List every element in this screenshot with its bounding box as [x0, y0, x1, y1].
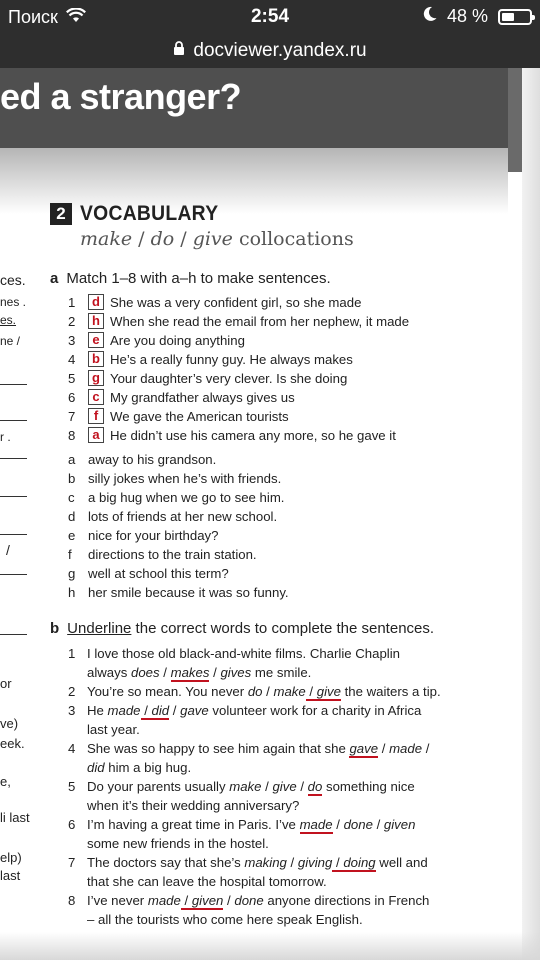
item-text: He’s a really funny guy. He always makes: [110, 351, 353, 367]
option-item: [68, 509, 277, 524]
item-text: Your daughter’s very clever. Is she doing: [110, 370, 348, 386]
option-word-selected[interactable]: made: [299, 817, 333, 832]
option-letter: a: [68, 452, 76, 467]
option-text: directions to the train station.: [88, 547, 257, 562]
battery-level: [502, 13, 514, 21]
option-letter: b: [68, 471, 76, 486]
option-text: a big hug when we go to see him.: [88, 490, 285, 505]
lock-icon: [173, 40, 185, 62]
option-word[interactable]: give: [272, 779, 297, 794]
option-letter: g: [68, 566, 76, 581]
answer-box[interactable]: e: [88, 332, 104, 348]
option-word[interactable]: does: [130, 665, 160, 680]
part-a-instruction: [50, 270, 331, 287]
fragment-text: es.: [0, 313, 17, 327]
instruction-rest: the correct words to complete the sentences.: [131, 620, 435, 637]
item-number: 7: [68, 408, 76, 424]
answer-line: [0, 634, 27, 635]
answer-box[interactable]: d: [88, 294, 104, 310]
option-item: [68, 528, 218, 543]
sentence-number: 5: [68, 779, 76, 794]
fragment-text: /: [6, 542, 10, 558]
sentence-line: I’m having a great time in Paris. I’ve made / done / given: [87, 817, 416, 832]
subtitle-rest: collocations: [232, 228, 354, 250]
answer-box[interactable]: h: [88, 313, 104, 329]
item-text: He didn’t use his camera any more, so he gave it: [110, 427, 396, 443]
fragment-text: nes .: [0, 295, 27, 309]
subtitle-give: give: [192, 228, 233, 250]
item-text: She was a very confident girl, so she made: [110, 294, 362, 310]
clock: 2:54: [250, 6, 290, 27]
part-b-letter: b: [50, 620, 60, 637]
option-word[interactable]: gave: [180, 703, 209, 718]
document-page[interactable]: [0, 68, 540, 960]
fragment-text: li last: [0, 810, 30, 825]
sentence-line: some new friends in the hostel.: [87, 836, 269, 851]
fragment-text: elp): [0, 850, 22, 865]
part-a-text: Match 1–8 with a–h to make sentences.: [66, 270, 331, 287]
answer-line: [0, 534, 27, 535]
fragment-text: eek.: [0, 736, 25, 751]
option-word[interactable]: do: [247, 684, 263, 699]
option-word[interactable]: made: [147, 893, 181, 908]
match-item: [68, 389, 295, 405]
match-item: [68, 294, 361, 310]
instruction-underline: Underline: [67, 620, 132, 637]
item-number: 8: [68, 427, 76, 443]
option-word-selected[interactable]: give: [316, 684, 341, 699]
answer-line: [0, 496, 27, 497]
page-bottom-shadow: [0, 932, 540, 960]
fragment-text: e,: [0, 774, 11, 789]
option-word[interactable]: done: [234, 893, 264, 908]
battery-icon: [498, 9, 532, 25]
item-number: 5: [68, 370, 76, 386]
sentence-line: He made / did / gave volunteer work for a charity in Africa: [87, 703, 422, 718]
fragment-text: r .: [0, 430, 11, 444]
option-item: [68, 547, 257, 562]
option-word[interactable]: make: [229, 779, 262, 794]
match-item: [68, 313, 409, 329]
answer-line: [0, 574, 27, 575]
sentence-line: You’re so mean. You never do / make / give the waiters a tip.: [87, 684, 441, 699]
subtitle-sep: /: [132, 228, 151, 250]
item-text: My grandfather always gives us: [110, 389, 295, 405]
item-number: 4: [68, 351, 76, 367]
fragment-text: or: [0, 676, 12, 691]
sentence-line: Do your parents usually make / give / do something nice: [87, 779, 415, 794]
part-a-letter: a: [50, 270, 59, 287]
option-word[interactable]: make: [273, 684, 306, 699]
item-text: When she read the email from her nephew, it made: [110, 313, 410, 329]
sentence-number: 1: [68, 646, 76, 661]
option-text: lots of friends at her new school.: [88, 509, 278, 524]
option-letter: c: [68, 490, 75, 505]
sentence-line: The doctors say that she’s making / giving / doing well and: [87, 855, 428, 870]
option-word[interactable]: giving: [297, 855, 333, 870]
sentence-line: I’ve never made / given / done anyone directions in French: [87, 893, 430, 908]
sentence-line: I love those old black-and-white films. Charlie Chaplin: [87, 646, 400, 661]
option-word[interactable]: made: [389, 741, 423, 756]
sentence-number: 3: [68, 703, 76, 718]
sentence-number: 6: [68, 817, 76, 832]
option-word[interactable]: did: [87, 760, 105, 775]
option-letter: h: [68, 585, 76, 600]
item-number: 2: [68, 313, 76, 329]
item-text: Are you doing anything: [110, 332, 245, 348]
item-number: 1: [68, 294, 76, 310]
moon-icon: [423, 6, 437, 27]
option-word[interactable]: made: [107, 703, 141, 718]
answer-box[interactable]: f: [88, 408, 104, 424]
option-text: nice for your birthday?: [88, 528, 219, 543]
option-word-selected[interactable]: did: [151, 703, 170, 718]
sentence-line: last year.: [87, 722, 140, 737]
sentence-line: did him a big hug.: [87, 760, 192, 775]
answer-box[interactable]: a: [88, 427, 104, 443]
match-item: [68, 351, 353, 367]
subtitle-do: do: [150, 228, 175, 250]
sentence-line: that she can leave the hospital tomorrow.: [87, 874, 327, 889]
sentence-line: She was so happy to see him again that she gave / made /: [87, 741, 430, 756]
answer-box[interactable]: g: [88, 370, 104, 386]
item-text: We gave the American tourists: [110, 408, 289, 424]
match-item: [68, 427, 396, 443]
option-word[interactable]: given: [383, 817, 416, 832]
answer-line: [0, 458, 27, 459]
subtitle-make: make: [80, 228, 133, 250]
part-b-instruction: [50, 620, 434, 637]
section-number: 2: [50, 203, 72, 225]
option-word[interactable]: done: [343, 817, 373, 832]
option-word[interactable]: gives: [220, 665, 252, 680]
option-word-selected[interactable]: makes: [170, 665, 210, 680]
url-text[interactable]: docviewer.yandex.ru: [193, 40, 367, 61]
section-title: VOCABULARY: [80, 202, 219, 225]
banner-title: ed a stranger?: [0, 76, 242, 117]
page-edge-tab: [508, 68, 522, 172]
option-item: [68, 566, 229, 581]
sentence-line: when it’s their wedding anniversary?: [87, 798, 300, 813]
option-text: away to his grandson.: [88, 452, 217, 467]
chapter-banner: [0, 68, 508, 148]
option-letter: d: [68, 509, 76, 524]
answer-box[interactable]: c: [88, 389, 104, 405]
option-text: silly jokes when he’s with friends.: [88, 471, 282, 486]
option-item: [68, 585, 289, 600]
page-edge: [522, 68, 540, 960]
match-item: [68, 370, 347, 386]
option-word-selected[interactable]: gave: [349, 741, 379, 756]
option-item: [68, 452, 216, 467]
carrier-label: Поиск: [8, 7, 58, 27]
match-item: [68, 332, 245, 348]
fragment-text: ve): [0, 716, 19, 731]
left-column-fragment: [0, 68, 34, 960]
sentence-line: – all the tourists who come here speak English.: [87, 912, 363, 927]
option-text: well at school this term?: [88, 566, 229, 581]
fragment-text: ces.: [0, 272, 26, 288]
subtitle-sep: /: [174, 228, 193, 250]
option-item: [68, 490, 284, 505]
sentence-number: 7: [68, 855, 76, 870]
option-letter: f: [68, 547, 72, 562]
option-word[interactable]: making: [244, 855, 287, 870]
battery-percent: 48 %: [446, 6, 488, 26]
answer-line: [0, 384, 27, 385]
status-bar: [0, 0, 540, 34]
option-item: [68, 471, 281, 486]
option-word-selected[interactable]: given: [191, 893, 224, 908]
option-letter: e: [68, 528, 76, 543]
match-item: [68, 408, 289, 424]
sentence-number: 2: [68, 684, 76, 699]
section-header: [50, 202, 230, 226]
section-subtitle: [80, 228, 354, 250]
sentence-line: always does / makes / gives me smile.: [87, 665, 312, 680]
option-text: her smile because it was so funny.: [88, 585, 289, 600]
sentence-number: 4: [68, 741, 76, 756]
fragment-text: ne /: [0, 334, 21, 348]
option-word-selected[interactable]: doing: [343, 855, 376, 870]
answer-box[interactable]: b: [88, 351, 104, 367]
address-bar[interactable]: [0, 34, 540, 68]
option-word-selected[interactable]: do: [307, 779, 323, 794]
item-number: 6: [68, 389, 76, 405]
sentence-number: 8: [68, 893, 76, 908]
answer-line: [0, 420, 27, 421]
item-number: 3: [68, 332, 76, 348]
fragment-text: last: [0, 868, 21, 883]
